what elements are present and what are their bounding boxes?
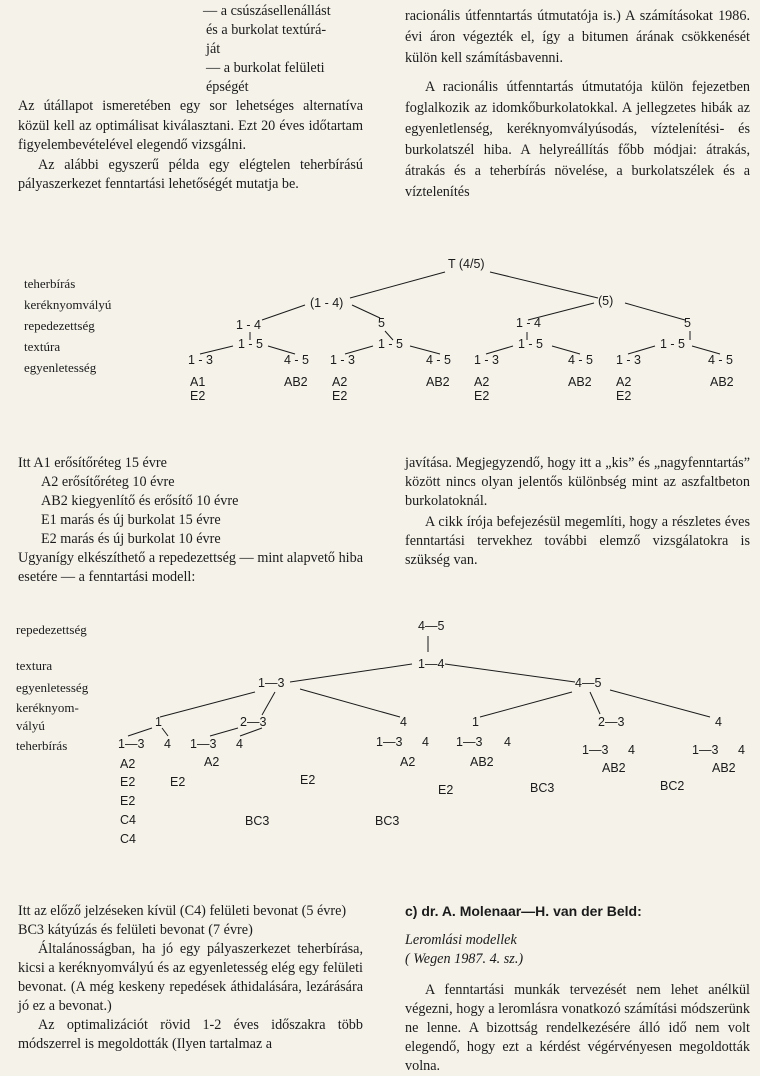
paragraph: A racionális útfenntartás útmutatója külön fejezetben foglalkozik az idomkőburkolatokkal. A jellegzetes hibák az egyenletlenség, keréknyomvályúsodás, víztelenítési- és burkolatszél hiba. A helyreállítás főbb módjai: átrakás, átrakás és a teherbírás növelése, a burkolatszélek és a víztelenítés xyxy=(405,79,750,200)
tree-node: 1 - 5 xyxy=(660,337,686,351)
tree-node: 1 - 5 xyxy=(518,337,544,351)
code-label: E2 xyxy=(120,794,136,808)
tree-edge xyxy=(160,692,255,717)
code-label: E2 xyxy=(332,389,348,403)
tree-node: 1 - 3 xyxy=(330,353,356,367)
tree-node: 4—5 xyxy=(575,676,602,690)
tree-node: 1—3 xyxy=(258,676,285,690)
tree-edge xyxy=(300,689,400,717)
tree-edge xyxy=(262,692,275,715)
paragraph: A fenntartási munkák tervezését nem lehet anélkül végezni, hogy a leromlásra vonatkozó számítási módszerünk ne lenne. A bizottság rendelkezésére álló idő nem volt elegendő, hogy ezt a kérdést végérvényesen megoldották volna. xyxy=(405,982,750,1074)
code-label: C4 xyxy=(120,832,136,846)
paragraph: Ugyanígy elkészíthető a repedezettség — mint alapvető hiba esetére — a fenntartási modell: xyxy=(18,550,363,585)
tree-edge xyxy=(625,303,685,320)
list-item: — a csúszásellenállást xyxy=(203,3,331,19)
tree-edge xyxy=(128,728,152,736)
tree-node: 1 - 4 xyxy=(516,316,542,330)
tree-node: 4 - 5 xyxy=(426,353,452,367)
section-heading: c) dr. A. Molenaar—H. van der Beld: xyxy=(405,903,642,919)
tree-node: 4—5 xyxy=(418,619,445,633)
tree-node: 4 - 5 xyxy=(568,353,594,367)
list-item: E1 marás és új burkolat 15 évre xyxy=(41,512,221,528)
tree-node: 1—3 xyxy=(190,737,217,751)
top-right-column xyxy=(405,6,750,203)
tree-edge xyxy=(262,305,305,320)
tree-node: 4 xyxy=(164,737,171,751)
tree-node: (1 - 4) xyxy=(310,296,344,310)
code-label: A2 xyxy=(120,757,136,771)
list-item: A2 erősítőréteg 10 évre xyxy=(41,474,175,490)
tree-edge xyxy=(290,664,412,682)
row-label: teherbírás xyxy=(24,276,76,291)
tree-node: 1—3 xyxy=(692,743,719,757)
code-label: A2 xyxy=(332,375,348,389)
article-source: ( Wegen 1987. 4. sz.) xyxy=(405,951,524,967)
tree-edge xyxy=(162,728,168,736)
list-item: és a burkolat textúrá- xyxy=(206,22,327,38)
tree-node: 1 - 3 xyxy=(616,353,642,367)
tree-node: 4 xyxy=(738,743,745,757)
tree-edge xyxy=(240,728,262,736)
tree-node: 4 xyxy=(715,715,722,729)
code-label: E2 xyxy=(300,773,316,787)
row-label: repedezettség xyxy=(16,622,87,637)
code-label: BC3 xyxy=(375,814,400,828)
paragraph: Az útállapot ismeretében egy sor lehetséges alternatíva közül kell az optimálisat kiválasztani. Ezt 20 éves időtartam figyelembevételével elegendő vizsgálni. xyxy=(18,98,363,153)
paragraph: Az alábbi egyszerű példa egy elégtelen teherbírású pályaszerkezet fenntartási lehetőségét mutatja be. xyxy=(18,156,363,192)
tree-node: 1—3 xyxy=(118,737,145,751)
tree-node: 1 - 5 xyxy=(378,337,404,351)
mid-left-column xyxy=(18,454,363,587)
tree-node: 4 xyxy=(422,735,429,749)
mid-right-column xyxy=(405,454,750,570)
paragraph: Általánosságban, ha jó egy pályaszerkezet teherbírása, kicsi a keréknyomvályú és az egyenletesség elég egy felületi bevonat. (A még keskeny repedések áthidalására, lezárására jó ez a bevonat.) xyxy=(18,941,363,1014)
row-label: egyenletesség xyxy=(24,360,97,375)
code-label: A2 xyxy=(616,375,632,389)
top-left-column xyxy=(18,2,363,195)
decision-tree-1 xyxy=(0,250,760,410)
code-label: E2 xyxy=(190,389,206,403)
code-label: BC3 xyxy=(530,781,555,795)
code-label: AB2 xyxy=(568,375,592,389)
list-item: AB2 kiegyenlítő és erősítő 10 évre xyxy=(41,493,239,509)
paragraph: javítása. Megjegyzendő, hogy itt a „kis” és „nagyfenntartás” között nincs olyan jelentős különbség mint az aszfaltbeton burkolatoknál. xyxy=(405,455,750,509)
tree-node: 4 - 5 xyxy=(708,353,734,367)
code-label: AB2 xyxy=(470,755,494,769)
code-label: AB2 xyxy=(602,761,626,775)
list-item: ját xyxy=(206,41,221,57)
code-label: E2 xyxy=(616,389,632,403)
code-label: BC3 xyxy=(245,814,270,828)
tree-edge xyxy=(590,692,600,714)
tree-node: 1—4 xyxy=(418,657,445,671)
code-label: AB2 xyxy=(710,375,734,389)
code-label: E2 xyxy=(120,775,136,789)
tree-node: 4 - 5 xyxy=(284,353,310,367)
tree-node: 4 xyxy=(504,735,511,749)
tree-node: 4 xyxy=(628,743,635,757)
row-label: textura xyxy=(16,658,53,673)
row-label: vályú xyxy=(16,718,45,733)
tree-edge xyxy=(445,664,575,682)
tree-node: 1 - 5 xyxy=(238,337,264,351)
tree-node: 4 xyxy=(400,715,407,729)
code-label: BC2 xyxy=(660,779,685,793)
tree-node: 1 xyxy=(472,715,479,729)
row-label: keréknyom- xyxy=(16,700,79,715)
tree-edge xyxy=(610,690,710,717)
row-label: textúra xyxy=(24,339,61,354)
paragraph: racionális útfenntartás útmutatója is.) A számításokat 1986. évi áron végezték el, így a bitumen árának csökkenését külön kell számításbavenni. xyxy=(405,8,750,66)
tree-node: 4 xyxy=(236,737,243,751)
paragraph: A cikk írója befejezésül megemlíti, hogy a részletes éves fenntartási tervekhez további elemző vizsgálatokra is szükség van. xyxy=(405,514,750,568)
list-item: E2 marás és új burkolat 10 évre xyxy=(41,531,221,547)
tree-node: 1 - 3 xyxy=(474,353,500,367)
code-label: A1 xyxy=(190,375,206,389)
row-label: keréknyomvályú xyxy=(24,297,112,312)
tree-node: 1 xyxy=(155,715,162,729)
paragraph: Itt az előző jelzéseken kívül (C4) felületi bevonat (5 évre) xyxy=(18,903,347,919)
tree-edge xyxy=(480,692,572,717)
bottom-right-column xyxy=(405,902,750,1076)
code-label: E2 xyxy=(474,389,490,403)
list-item: Itt A1 erősítőréteg 15 évre xyxy=(18,455,167,471)
code-label: A2 xyxy=(400,755,416,769)
tree-node: T (4/5) xyxy=(448,257,485,271)
tree-edge xyxy=(352,305,380,318)
tree-node: 2—3 xyxy=(598,715,625,729)
row-label: teherbírás xyxy=(16,738,68,753)
code-label: A2 xyxy=(204,755,220,769)
row-label: egyenletesség xyxy=(16,680,89,695)
code-label: A2 xyxy=(474,375,490,389)
row-label: repedezettség xyxy=(24,318,95,333)
code-label: C4 xyxy=(120,813,136,827)
tree-edge xyxy=(350,272,445,298)
tree-node: 1 - 4 xyxy=(236,318,262,332)
article-title: Leromlási modellek xyxy=(405,932,517,948)
bottom-left-column xyxy=(18,902,363,1054)
code-label: E2 xyxy=(438,783,454,797)
code-label: AB2 xyxy=(284,375,308,389)
tree-edge xyxy=(210,728,238,736)
tree-node: (5) xyxy=(598,294,614,308)
code-label: AB2 xyxy=(712,761,736,775)
code-label: E2 xyxy=(170,775,186,789)
tree-node: 1 - 3 xyxy=(188,353,214,367)
decision-tree-2 xyxy=(0,612,760,857)
paragraph: Az optimalizációt rövid 1-2 éves időszakra több módszerrel is megoldották (Ilyen tartalmaz a xyxy=(18,1017,363,1052)
tree-node: 1—3 xyxy=(582,743,609,757)
code-label: AB2 xyxy=(426,375,450,389)
paragraph: BC3 kátyúzás és felületi bevonat (7 évre) xyxy=(18,922,253,938)
tree-node: 1—3 xyxy=(376,735,403,749)
tree-node: 5 xyxy=(684,316,691,330)
tree-node: 5 xyxy=(378,316,385,330)
list-item: épségét xyxy=(206,79,249,95)
tree-edge xyxy=(490,272,598,298)
list-item: — a burkolat felületi xyxy=(206,60,325,76)
tree-node: 2—3 xyxy=(240,715,267,729)
tree-node: 1—3 xyxy=(456,735,483,749)
